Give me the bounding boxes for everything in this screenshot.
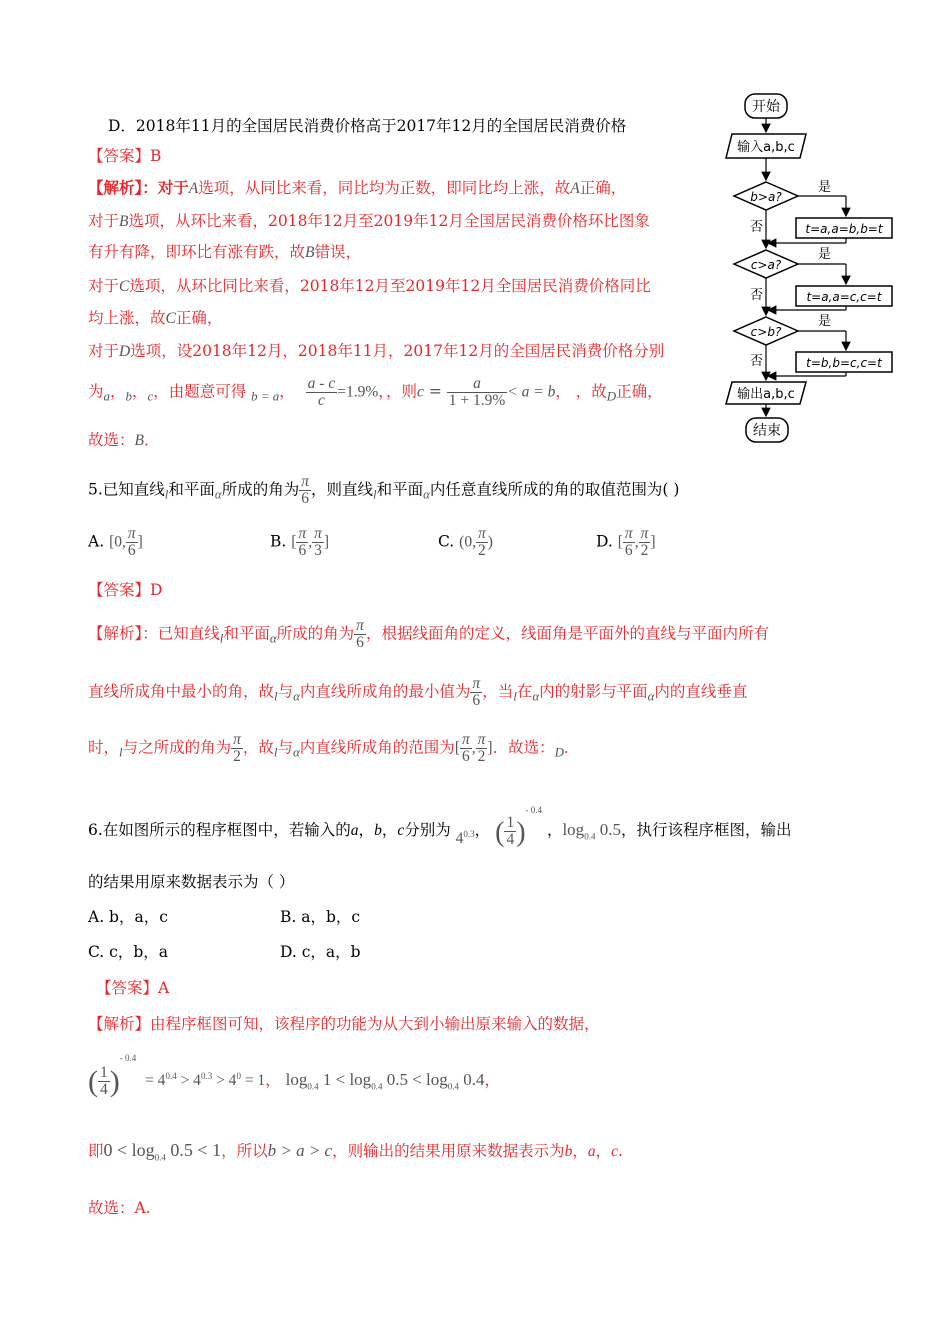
flowchart-no-1: 否 (750, 220, 764, 235)
q6-option-a[interactable]: A. b，a，c (88, 908, 168, 926)
flowchart-input-label: 输入a,b,c (737, 140, 795, 155)
q4-explanation-line1: 【解析】：对于A选项，从同比来看，同比均为正数，即同比均上涨，故A正确， (88, 178, 627, 197)
q6-explanation-math: ( $\frac{1}{4}$ )$^{- 0.4} = 4^{0.4} > 4^{0.3} > 4^0 = 1$， $\log_{0.4} 1 < \log_{0.4} 0.5 < \log_{0.4} 0.4$， (88, 1053, 501, 1098)
q4-explanation-line7: 为$_a$，$_b$，$_c$，由题意可得 $_{b = a}$， $\frac{a - c}{c}$ =1.9%，，则c = $\frac{a}{1 + 1.9\%}$ < a = b， ，故$_D$正确， (88, 375, 663, 409)
q5-option-b[interactable]: B. [ $\frac{\pi}{6}$ , $\frac{\pi}{3}$ ] (270, 525, 330, 559)
flowchart-decision-3-label: c>b? (750, 325, 782, 339)
q4-answer: 【答案】B (88, 147, 162, 165)
q4-explanation-line2: 对于B选项，从环比来看，2018年12月至2019年12月全国居民消费价格环比图象 (88, 212, 650, 230)
flowchart-decision-2-label: c>a? (750, 258, 782, 272)
q5-option-d[interactable]: D. [ $\frac{\pi}{6}$ , $\frac{\pi}{2}$ ] (596, 525, 656, 559)
q4-explanation-line6: 对于D选项，设2018年12月，2018年11月，2017年12月的全国居民消费价格分别 (88, 342, 665, 360)
q4-option-d: D．2018年11月的全国居民消费价格高于2017年12月的全国居民消费价格 (108, 117, 627, 135)
q5-explanation-line1: 【解析】：已知直线$_l$和平面$_\alpha$所成的角为 $\frac{\pi}{6}$ ，根据线面角的定义，线面角是平面外的直线与平面内所有 (88, 617, 769, 651)
q4-explanation-line8: 故选：B． (88, 431, 160, 449)
q6-stem-line1: 6.在如图所示的程序框图中，若输入的a，b，c分别为 $4^{0.3}$， ( $\frac{1}{4}$ )$^{- 0.4}$ ，$\log_{0.4} 0.5$，执行该程序框图，输出 (88, 805, 792, 848)
flowchart-end-label: 结束 (753, 423, 781, 439)
q4-explanation-line3: 有升有降，即环比有涨有跌，故B错误， (88, 243, 361, 261)
flowchart-yes-1: 是 (818, 180, 832, 195)
q6-explanation-line1: 【解析】由程序框图可知，该程序的功能为从大到小输出原来输入的数据， (88, 1015, 600, 1033)
flowchart-assign-3-label: t=b,b=c,c=t (806, 356, 882, 370)
q6-stem-line2: 的结果用原来数据表示为（ ） (88, 873, 295, 891)
q5-option-a[interactable]: A. [0, $\frac{\pi}{6}$ ] (88, 525, 143, 559)
q6-final-answer: 故选：A. (88, 1199, 151, 1217)
q6-answer: 【答案】A (96, 979, 170, 997)
q6-option-c[interactable]: C. c，b，a (88, 943, 169, 961)
q5-explanation-line2: 直线所成角中最小的角，故$_l$与$_\alpha$内直线所成角的最小值为 $\frac{\pi}{6}$ ，当$_l$在$_\alpha$内的射影与平面$_\alpha$内的直线垂直 (88, 675, 748, 709)
program-flowchart (710, 88, 910, 448)
flowchart-assign-2-label: t=a,a=c,c=t (806, 290, 882, 304)
q6-option-b[interactable]: B. a，b，c (280, 908, 361, 926)
q4-explanation-line5: 均上涨，故C正确， (88, 309, 223, 327)
flowchart-output-label: 输出a,b,c (737, 387, 795, 402)
flowchart-no-3: 否 (750, 354, 764, 369)
q5-answer: 【答案】D (88, 581, 163, 599)
q6-explanation-line3: 即$0 < \log_{0.4} 0.5 < 1$，所以b > a > c，则输出的结果用原来数据表示为b，a，c. (88, 1140, 623, 1163)
flowchart-yes-2: 是 (818, 247, 832, 262)
q4-explanation-line4: 对于C选项，从环比同比来看，2018年12月至2019年12月全国居民消费价格同比 (88, 277, 651, 295)
q6-option-d[interactable]: D. c，a，b (280, 943, 361, 961)
flowchart-assign-1-label: t=a,a=b,b=t (805, 222, 883, 236)
flowchart-decision-1-label: b>a? (750, 190, 782, 204)
q5-option-c[interactable]: C. (0, $\frac{\pi}{2}$ ) (438, 525, 493, 559)
flowchart-start-label: 开始 (752, 99, 780, 115)
q5-explanation-line3: 时，$_l$与之所成的角为 $\frac{\pi}{2}$ ，故$_l$与$_\alpha$内直线所成角的范围为[ $\frac{\pi}{6}$ , $\frac{\pi}{2}$ ]．故选：$_D$． (88, 731, 580, 765)
q5-stem: 5.已知直线$_l$和平面$_\alpha$所成的角为 $\frac{\pi}{6}$ ，则直线$_l$和平面$_\alpha$内任意直线所成的角的取值范围为( ) (88, 473, 680, 507)
flowchart-no-2: 否 (750, 288, 764, 303)
flowchart-yes-3: 是 (818, 314, 832, 329)
